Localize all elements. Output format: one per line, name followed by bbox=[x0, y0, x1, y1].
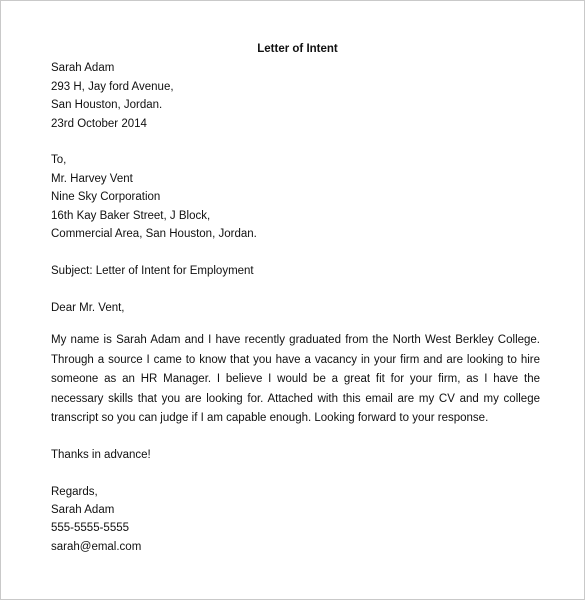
closing-phone: 555-5555-5555 bbox=[51, 522, 130, 534]
letter-body: My name is Sarah Adam and I have recently graduated from the North West Berkley College. Through a source I came to know that you have a vacancy in your firm and are looking to hire someone as an HR Manager. I believe I would be a great fit for your firm, as I have the necessary skills that you are looking for. Attached with this email are my CV and my college transcript so you can judge if I am capable enough. Looking forward to your response. bbox=[51, 334, 540, 424]
salutation: Dear Mr. Vent, bbox=[51, 302, 125, 314]
closing-name: Sarah Adam bbox=[51, 504, 115, 516]
closing-email: sarah@emal.com bbox=[51, 541, 142, 553]
letter-title: Letter of Intent bbox=[257, 43, 338, 55]
thanks-line: Thanks in advance! bbox=[51, 449, 151, 461]
sender-name: Sarah Adam bbox=[51, 62, 115, 74]
closing-regards: Regards, bbox=[51, 486, 98, 498]
sender-address-line1: 293 H, Jay ford Avenue, bbox=[51, 81, 174, 93]
recipient-address-line1: 16th Kay Baker Street, J Block, bbox=[51, 210, 211, 222]
recipient-company: Nine Sky Corporation bbox=[51, 191, 161, 203]
sender-address-line2: San Houston, Jordan. bbox=[51, 99, 163, 111]
recipient-name: Mr. Harvey Vent bbox=[51, 173, 133, 185]
recipient-to: To, bbox=[51, 154, 67, 166]
letter-date: 23rd October 2014 bbox=[51, 118, 147, 130]
recipient-address-line2: Commercial Area, San Houston, Jordan. bbox=[51, 228, 257, 240]
letter-subject: Subject: Letter of Intent for Employment bbox=[51, 265, 254, 277]
